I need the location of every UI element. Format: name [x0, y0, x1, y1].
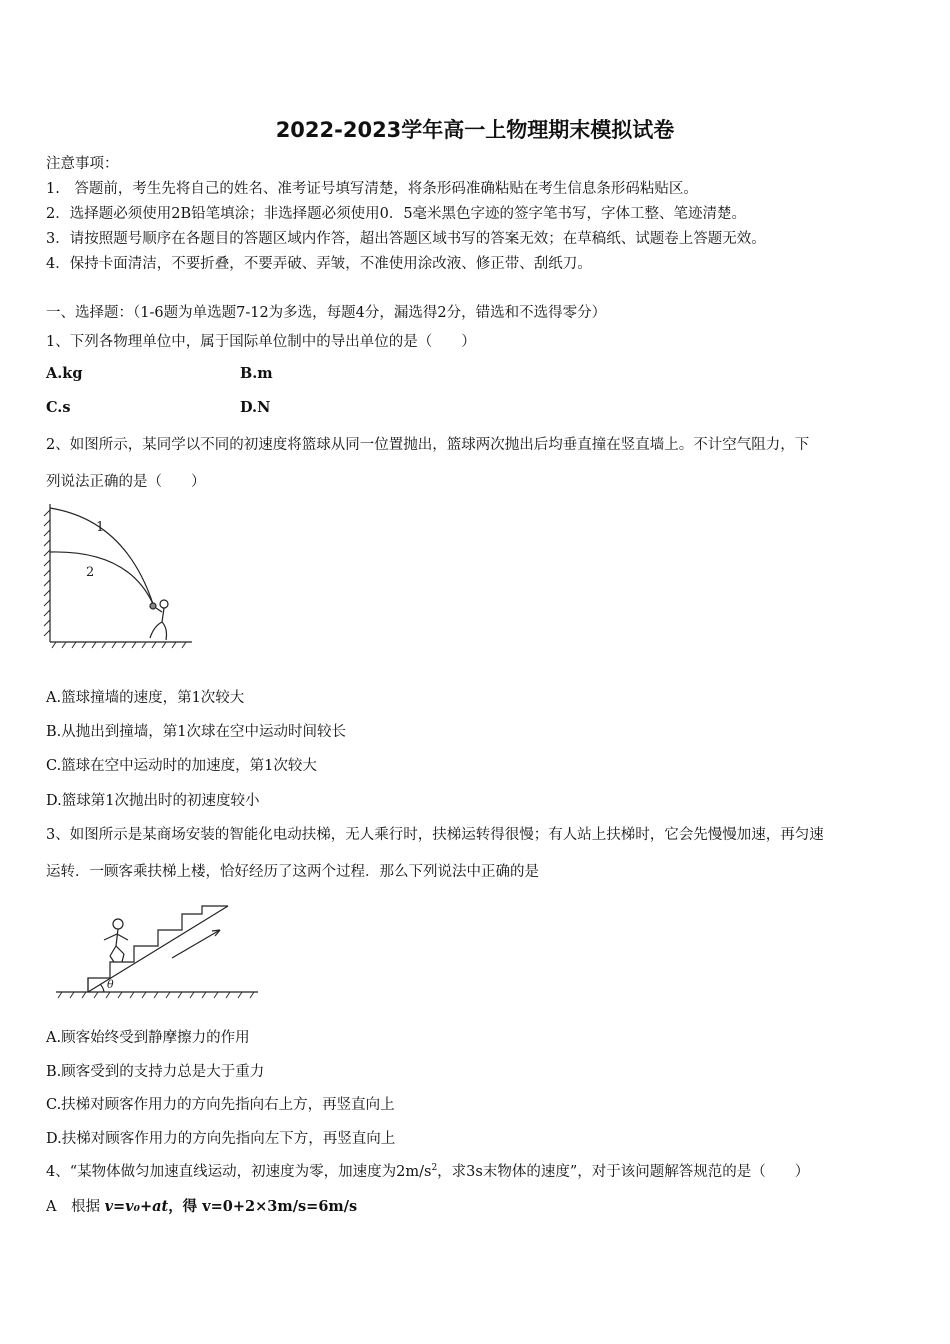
- q3-option-a: A.顾客始终受到静摩擦力的作用: [46, 1030, 250, 1046]
- notice-item-4: 4．保持卡面清洁，不要折叠，不要弄破、弄皱，不准使用涂改液、修正带、刮纸刀。: [46, 256, 592, 272]
- basketball: [150, 603, 156, 609]
- page-title: 2022-2023学年高一上物理期末模拟试卷: [275, 118, 675, 142]
- q4-stem-sup: 2: [431, 1163, 438, 1174]
- q4-option-a-formula: v=v₀+at: [104, 1198, 169, 1215]
- q1-option-a: A.kg: [46, 365, 83, 382]
- q3-stem-line1: 3、如图所示是某商场安装的智能化电动扶梯，无人乘行时，扶梯运转得很慢；有人站上扶梯时，它会先慢慢加速，再匀速: [46, 827, 824, 843]
- q4-option-a-post: ，得 v=0+2×3m/s=6m/s: [168, 1198, 358, 1215]
- theta-label: θ: [107, 978, 114, 991]
- trajectory-2: [50, 552, 153, 604]
- q4-stem-post: ，求3s末物体的速度”，对于该问题解答规范的是（ ）: [437, 1164, 810, 1180]
- q4-stem-pre: 4、“某物体做匀加速直线运动，初速度为零，加速度为2m/s: [46, 1164, 432, 1180]
- q4-option-a: [46, 1195, 357, 1216]
- q2-option-d: D.篮球第1次抛出时的初速度较小: [46, 793, 260, 809]
- q2-basketball-figure: [40, 500, 200, 655]
- q4-stem: [46, 1160, 809, 1181]
- section-heading: 一、选择题：（1-6题为单选题7-12为多选，每题4分，漏选得2分，错选和不选得零分）: [46, 305, 607, 321]
- q2-option-b: B.从抛出到撞墙，第1次球在空中运动时间较长: [46, 724, 346, 740]
- q4-option-a-pre: A 根据: [46, 1199, 105, 1215]
- q2-option-c: C.篮球在空中运动时的加速度，第1次较大: [46, 758, 317, 774]
- notice-heading: 注意事项：: [46, 156, 119, 172]
- q2-stem-line1: 2、如图所示，某同学以不同的初速度将篮球从同一位置抛出，篮球两次抛出后均垂直撞在竖直墙上。不计空气阻力，下: [46, 437, 810, 453]
- q1-option-d: D.N: [240, 399, 271, 416]
- q3-option-b: B.顾客受到的支持力总是大于重力: [46, 1064, 265, 1080]
- trajectory-label-1: 1: [96, 520, 105, 535]
- q3-stem-line2: 运转．一顾客乘扶梯上楼，恰好经历了这两个过程．那么下列说法中正确的是: [46, 864, 539, 880]
- q2-option-a: A.篮球撞墙的速度，第1次较大: [46, 690, 245, 706]
- q3-option-d: D.扶梯对顾客作用力的方向先指向左下方，再竖直向上: [46, 1131, 396, 1147]
- q1-option-b: B.m: [240, 365, 273, 382]
- q1-option-c: C.s: [46, 399, 71, 416]
- notice-item-2: 2．选择题必须使用2B铅笔填涂；非选择题必须使用0．5毫米黑色字迹的签字笔书写，字体工整、笔迹清楚。: [46, 206, 747, 222]
- q2-stem-line2: 列说法正确的是（ ）: [46, 474, 206, 490]
- q3-option-c: C.扶梯对顾客作用力的方向先指向右上方，再竖直向上: [46, 1097, 395, 1113]
- q1-stem: 1、下列各物理单位中，属于国际单位制中的导出单位的是（ ）: [46, 334, 476, 350]
- q3-escalator-figure: [52, 900, 262, 1010]
- trajectory-label-2: 2: [86, 565, 95, 580]
- notice-item-3: 3．请按照题号顺序在各题目的答题区域内作答，超出答题区域书写的答案无效；在草稿纸、试题卷上答题无效。: [46, 231, 766, 247]
- notice-item-1: 1. 答题前，考生先将自己的姓名、准考证号填写清楚，将条形码准确粘贴在考生信息条形码粘贴区。: [46, 181, 698, 197]
